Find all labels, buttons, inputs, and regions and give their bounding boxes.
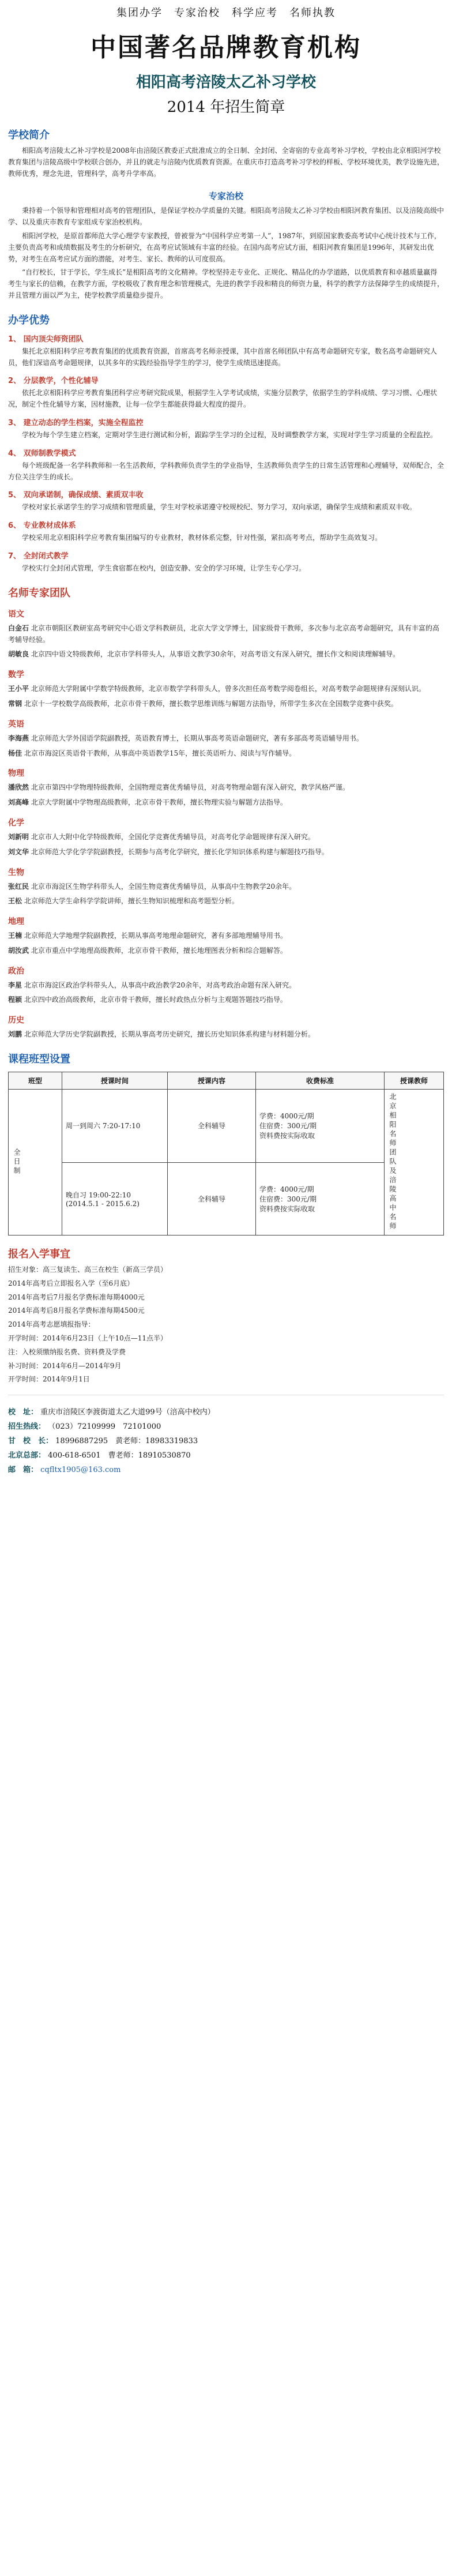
feature-item [8,550,444,574]
motto: 集团办学 专家治校 科学应考 名师执教 [116,7,336,19]
teacher-desc: 北京师范大学外国语学院副教授，英语教育博士，长期从事高考英语命题研究，著有多部高考英语辅导用书。 [31,734,363,742]
feature-title: 4、 双师制教学模式 [8,449,76,458]
teacher-desc: 北京市海淀区英语骨干教师，从事高中英语教学15年，擅长英语听力、阅读与写作辅导。 [24,749,296,757]
section-schedule [8,1051,444,1236]
schedule-cell-fee [256,1090,385,1163]
schedule-table [8,1072,444,1236]
teacher-note: 北京相阳名师团队及涪陵高中名师 [389,1093,397,1232]
teacher-desc: 北京四中语文特级教师，北京市学科带头人，从事语文教学30余年，对高考语文有深入研究，擅长作文和阅读理解辅导。 [31,650,400,659]
teacher-name: 李海燕 [8,734,29,742]
enrollment-line: 2014年高考后立即报名入学（至6月底） [8,1279,134,1287]
enrollment-line: 开学时间：2014年6月23日（上午10点—11点半） [8,1334,167,1343]
feature-body: 学校采用北京相阳科学应考教育集团编写的专业教材，教材体系完整，针对性强，紧扣高考考点，帮助学生高效复习。 [22,534,382,542]
schedule-cell-fee [256,1162,385,1236]
school-name: 相阳高考涪陵太乙补习学校 [135,74,316,91]
schedule-header-cell: 授课时间 [62,1072,168,1090]
teacher-name: 王小平 [8,685,29,693]
contact-beijing [8,1449,444,1460]
subject-label: 英语 [8,719,24,729]
teacher-entry [8,748,444,760]
teacher-entry [8,994,444,1006]
feature-body: 每个班级配备一名学科教师和一名生活教师，学科教师负责学生的学业指导，生活教师负责学生的日常生活管理和心理辅导，双师配合，全方位关注学生的成长。 [8,461,445,481]
fee-line: 住宿费：300元/期 [259,1195,317,1203]
teacher-entry [8,623,444,646]
teacher-name: 潘欣然 [8,783,29,792]
schedule-row [9,1162,444,1236]
teacher-entry [8,896,444,907]
contact-phone [8,1420,444,1431]
subject-label: 政治 [8,966,24,976]
subject-label: 物理 [8,769,24,779]
feature-item [8,333,444,369]
fee-line: 学费：4000元/期 [259,1112,314,1121]
section-management [8,190,444,301]
subject-label: 数学 [8,670,24,680]
teacher-entry [8,1029,444,1041]
schedule-cell-time: 周一到周六 7:20-17:10 [62,1090,168,1163]
section-intro [8,127,444,179]
feature-body: 依托北京相阳科学应考教育集团科学应考研究院成果，根据学生入学考试成绩，实施分层教学，依据学生的学科成绩、学习习惯、心理状况，制定个性化辅导方案，因材施教，让每一位学生都能获得最大程度的提升。 [8,389,438,409]
teacher-entry [8,699,444,710]
subject-block [8,1014,444,1041]
schedule-header-cell: 班型 [9,1072,62,1090]
teacher-name: 程颖 [8,996,22,1004]
teacher-desc: 北京四中政治高级教师，北京市骨干教师，擅长时政热点分析与主观题答题技巧指导。 [24,996,287,1004]
teacher-desc: 北京市人大附中化学特级教师，全国化学竞赛优秀辅导员，对高考化学命题规律有深入研究。 [31,832,315,841]
teacher-name: 白金石 [8,624,29,632]
teacher-entry [8,980,444,992]
management-title: 专家治校 [208,191,243,202]
contact-address [8,1406,444,1417]
subject-block [8,669,444,710]
feature-title: 2、 分层教学，个性化辅导 [8,377,99,386]
feature-body: 集托北京相阳科学应考教育集团的优质教育资源，首席高考名师亲授课，其中首席名师团队中有高考命题研究专家，数名高考命题研究人员，他们深谙高考命题规律，以其多年的实践经验指导学生的学习，使学生成绩迅速提高。 [8,347,438,367]
section-features [8,312,444,574]
subject-block [8,608,444,660]
contact-value: 18996887295 黄老师：18983319833 [55,1437,198,1446]
enrollment-line: 2014年高考后8月报名学费标准每期4500元 [8,1306,145,1315]
management-paragraph-1: 秉持着一个领导和管理相对高考的管理团队，是保证学校办学质量的关键。相阳高考涪陵太乙补习学校由相阳河教育集团、以及涪陵高级中学、以及重庆市教育专家组成专家治校机构。 [8,206,445,227]
teacher-entry [8,649,444,660]
feature-title: 1、 国内顶尖师资团队 [8,335,84,344]
teacher-desc: 北京师范大学地理学院副教授，长期从事高考地理命题研究，著有多部地理辅导用书。 [24,932,287,940]
subject-label: 语文 [8,609,24,619]
teacher-desc: 北京市第四中学物理特级教师，全国物理竞赛优秀辅导员，对高考物理命题有深入研究，教学风格严谨。 [31,783,349,792]
teachers-title: 名师专家团队 [8,587,70,599]
enrollment-line: 注：入校须缴纳报名费、资料费及学费 [8,1347,126,1356]
management-paragraph-2: 相阳河学校，是原首都师范大学心理学专家教授，曾被誉为“中国科学应考第一人”，1987年，到原国家教委高考试中心统计技术与工作，主要负责高考和成绩数据及考生的分析研究，在高考应试领域有丰富的经验。在国内高考应试方面，相阳河教育集团是1996年，其研发出优势，对考生在高考应试方面的潜能，对考生、家长、教师的认可度很高。 [8,231,441,263]
subject-block [8,915,444,957]
schedule-cell-teacher [385,1090,444,1236]
teacher-desc: 北京大学附属中学物理高级教师，北京市骨干教师，擅长物理实验与解题方法指导。 [31,798,287,807]
feature-title: 3、 建立动态的学生档案，实施全程监控 [8,418,144,427]
contact-value: （023）72109999 72101000 [48,1422,161,1432]
subject-label: 地理 [8,917,24,927]
teacher-desc: 北京师范大学历史学院副教授，长期从事高考历史研究，擅长历史知识体系构建与材料题分析。 [24,1030,315,1039]
teacher-entry [8,782,444,794]
teacher-name: 杨佳 [8,749,22,757]
page-wrap [8,0,444,1478]
enrollment-line: 开学时间：2014年9月1日 [8,1375,90,1384]
contact-value[interactable]: cqfltx1905@163.com [40,1466,121,1475]
teacher-name: 刘文华 [8,847,29,856]
subject-block [8,718,444,760]
feature-item [8,519,444,544]
subject-block [8,965,444,1007]
schedule-title: 课程班型设置 [8,1053,70,1066]
fee-line: 学费：4000元/期 [259,1185,314,1193]
schedule-cell-time: 晚自习 19:00-22:10 (2014.5.1 - 2015.6.2) [62,1162,168,1236]
schedule-cell-content: 全科辅导 [168,1162,256,1236]
class-type: 全日制 [13,1148,21,1177]
contact-value: 400-618-6501 曹老师：18910530870 [48,1451,191,1460]
schedule-header-cell: 收费标准 [256,1072,385,1090]
schedule-header-cell: 授课内容 [168,1072,256,1090]
org-title: 中国著名品牌教育机构 [91,33,361,62]
contact-label: 校 址： [8,1408,39,1417]
management-paragraph-3: “自行校长，甘于学长，学生成长”是相阳高考的文化精神。学校坚持走专业化、正规化、精品化的办学道路，以优质教育和卓越质量赢得考生与家长的信赖，在教学方面，学校吸收了教育理念和管理模式，先进的教学手段和精良的师资力量，科学的教学方法保障学生的成绩提升，并且管理方面以严为主，使学校教学质量稳步提升。 [8,268,445,299]
feature-item [8,416,444,441]
teacher-desc: 北京师范大学生命科学学院讲师，擅长生物知识梳理和高考题型分析。 [24,897,239,906]
teacher-entry [8,684,444,695]
enrollment-line: 2014年高考志愿填报指导： [8,1320,95,1329]
teacher-name: 刘鹏 [8,1030,22,1039]
teacher-entry [8,733,444,745]
teacher-desc: 北京市重点中学地理高级教师，北京市骨干教师，擅长地理图表分析和综合题解答。 [31,946,287,955]
schedule-header-cell: 授课教师 [385,1072,444,1090]
contact-sp [8,1435,444,1445]
teacher-desc: 北京市海淀区政治学科带头人，从事高中政治教学20余年，对高考政治命题有深入研究。 [24,981,296,989]
teacher-name: 常钢 [8,699,22,708]
schedule-cell-content: 全科辅导 [168,1090,256,1163]
teacher-entry [8,930,444,942]
subject-block [8,817,444,858]
feature-body: 学校对家长承诺学生的学习成绩和管理质量，学生对学校承诺遵守校规校纪、努力学习，双向承诺，确保学生成绩和素质双丰收。 [22,503,417,512]
schedule-row [9,1090,444,1163]
contact-label: 招生热线： [8,1422,46,1432]
teacher-name: 王松 [8,897,22,906]
section-teachers [8,585,444,1041]
intro-title: 学校简介 [8,129,50,141]
teacher-name: 王楠 [8,932,22,940]
teacher-name: 刘高峰 [8,798,29,807]
section-enrollment [8,1246,444,1385]
teacher-desc: 北京市海淀区生物学科带头人，全国生物竞赛优秀辅导员，从事高中生物教学20余年。 [31,882,296,891]
feature-title: 5、 双向承诺制，确保成绩、素质双丰收 [8,491,144,500]
teacher-entry [8,847,444,858]
contact-label: 甘 校 长： [8,1437,54,1446]
feature-item [8,447,444,483]
teacher-desc: 北京师范大学化学学院副教授，长期参与高考化学研究，擅长化学知识体系构建与解题技巧指导。 [31,847,329,856]
teacher-desc: 北京市朝阳区教研室高考研究中心语文学科教研员，北京大学文学博士，国家级骨干教师，多次参与北京高考命题研究，具有丰富的高考辅导经验。 [8,624,439,644]
feature-title: 7、 全封闭式教学 [8,551,69,561]
feature-item [8,489,444,513]
feature-title: 6、 专业教材成体系 [8,521,76,531]
teacher-name: 李星 [8,981,22,989]
teacher-entry [8,797,444,809]
feature-body: 学校实行全封闭式管理，学生食宿都在校内，创造安静、安全的学习环境，让学生专心学习。 [22,564,306,572]
subject-label: 生物 [8,868,24,877]
teacher-desc: 北京师范大学附属中学数学特级教师，北京市数学学科带头人，曾多次担任高考数学阅卷组长，对高考数学命题规律有深刻认识。 [31,685,425,693]
enrollment-line: 2014年高考后7月报名学费标准每期4000元 [8,1293,145,1301]
contact-label: 北京总部： [8,1451,46,1460]
teacher-entry [8,881,444,893]
fee-line: 住宿费：300元/期 [259,1122,317,1131]
enrollment-line: 招生对象：高三复读生、高三在校生（新高三学员） [8,1266,168,1274]
teacher-entry [8,832,444,843]
contact-email [8,1463,444,1474]
feature-item [8,374,444,411]
schedule-header-row [9,1072,444,1090]
teacher-desc: 北京十一学校数学高级教师，北京市骨干教师，擅长数学思维训练与解题方法指导，所带学生多次在全国数学竞赛中获奖。 [24,699,398,708]
teacher-entry [8,945,444,957]
enrollment-line: 补习时间：2014年6月—2014年9月 [8,1361,122,1370]
subject-block [8,866,444,908]
fee-line: 资料费按实际收取 [259,1132,315,1140]
teacher-name: 张红民 [8,882,29,891]
teacher-name: 胡敏良 [8,650,29,659]
section-contact [8,1406,444,1474]
subject-block [8,767,444,809]
feature-body: 学校为每个学生建立档案，定期对学生进行测试和分析，跟踪学生学习的全过程，及时调整教学方案，实现对学生学习质量的全程监控。 [22,430,438,439]
fee-line: 资料费按实际收取 [259,1204,315,1213]
subject-label: 化学 [8,818,24,828]
teacher-name: 胡汝武 [8,946,29,955]
enrollment-title: 报名入学事宜 [8,1248,70,1261]
brochure-title: 2014 年招生简章 [167,99,285,116]
features-title: 办学优势 [8,314,50,326]
subject-label: 历史 [8,1016,24,1026]
teacher-name: 刘新明 [8,832,29,841]
intro-paragraph: 相阳高考涪陵太乙补习学校是2008年由涪陵区教委正式批准成立的全日制、全封闭、全寄宿的专业高考补习学校，学校由北京相阳河学校教育集团与涪陵高级中学校联合创办，并且的就走与涪陵内优质教育资源。在重庆市打造高考补习学校的样板、学校环境优美，教学设施先进，教师优秀，理念先进，管理科学，高考升学率高。 [8,147,445,178]
contact-value: 重庆市涪陵区李渡街道太乙大道99号（涪高中校内） [40,1408,215,1417]
schedule-cell-class [9,1090,62,1236]
contact-label: 邮 箱： [8,1466,39,1475]
